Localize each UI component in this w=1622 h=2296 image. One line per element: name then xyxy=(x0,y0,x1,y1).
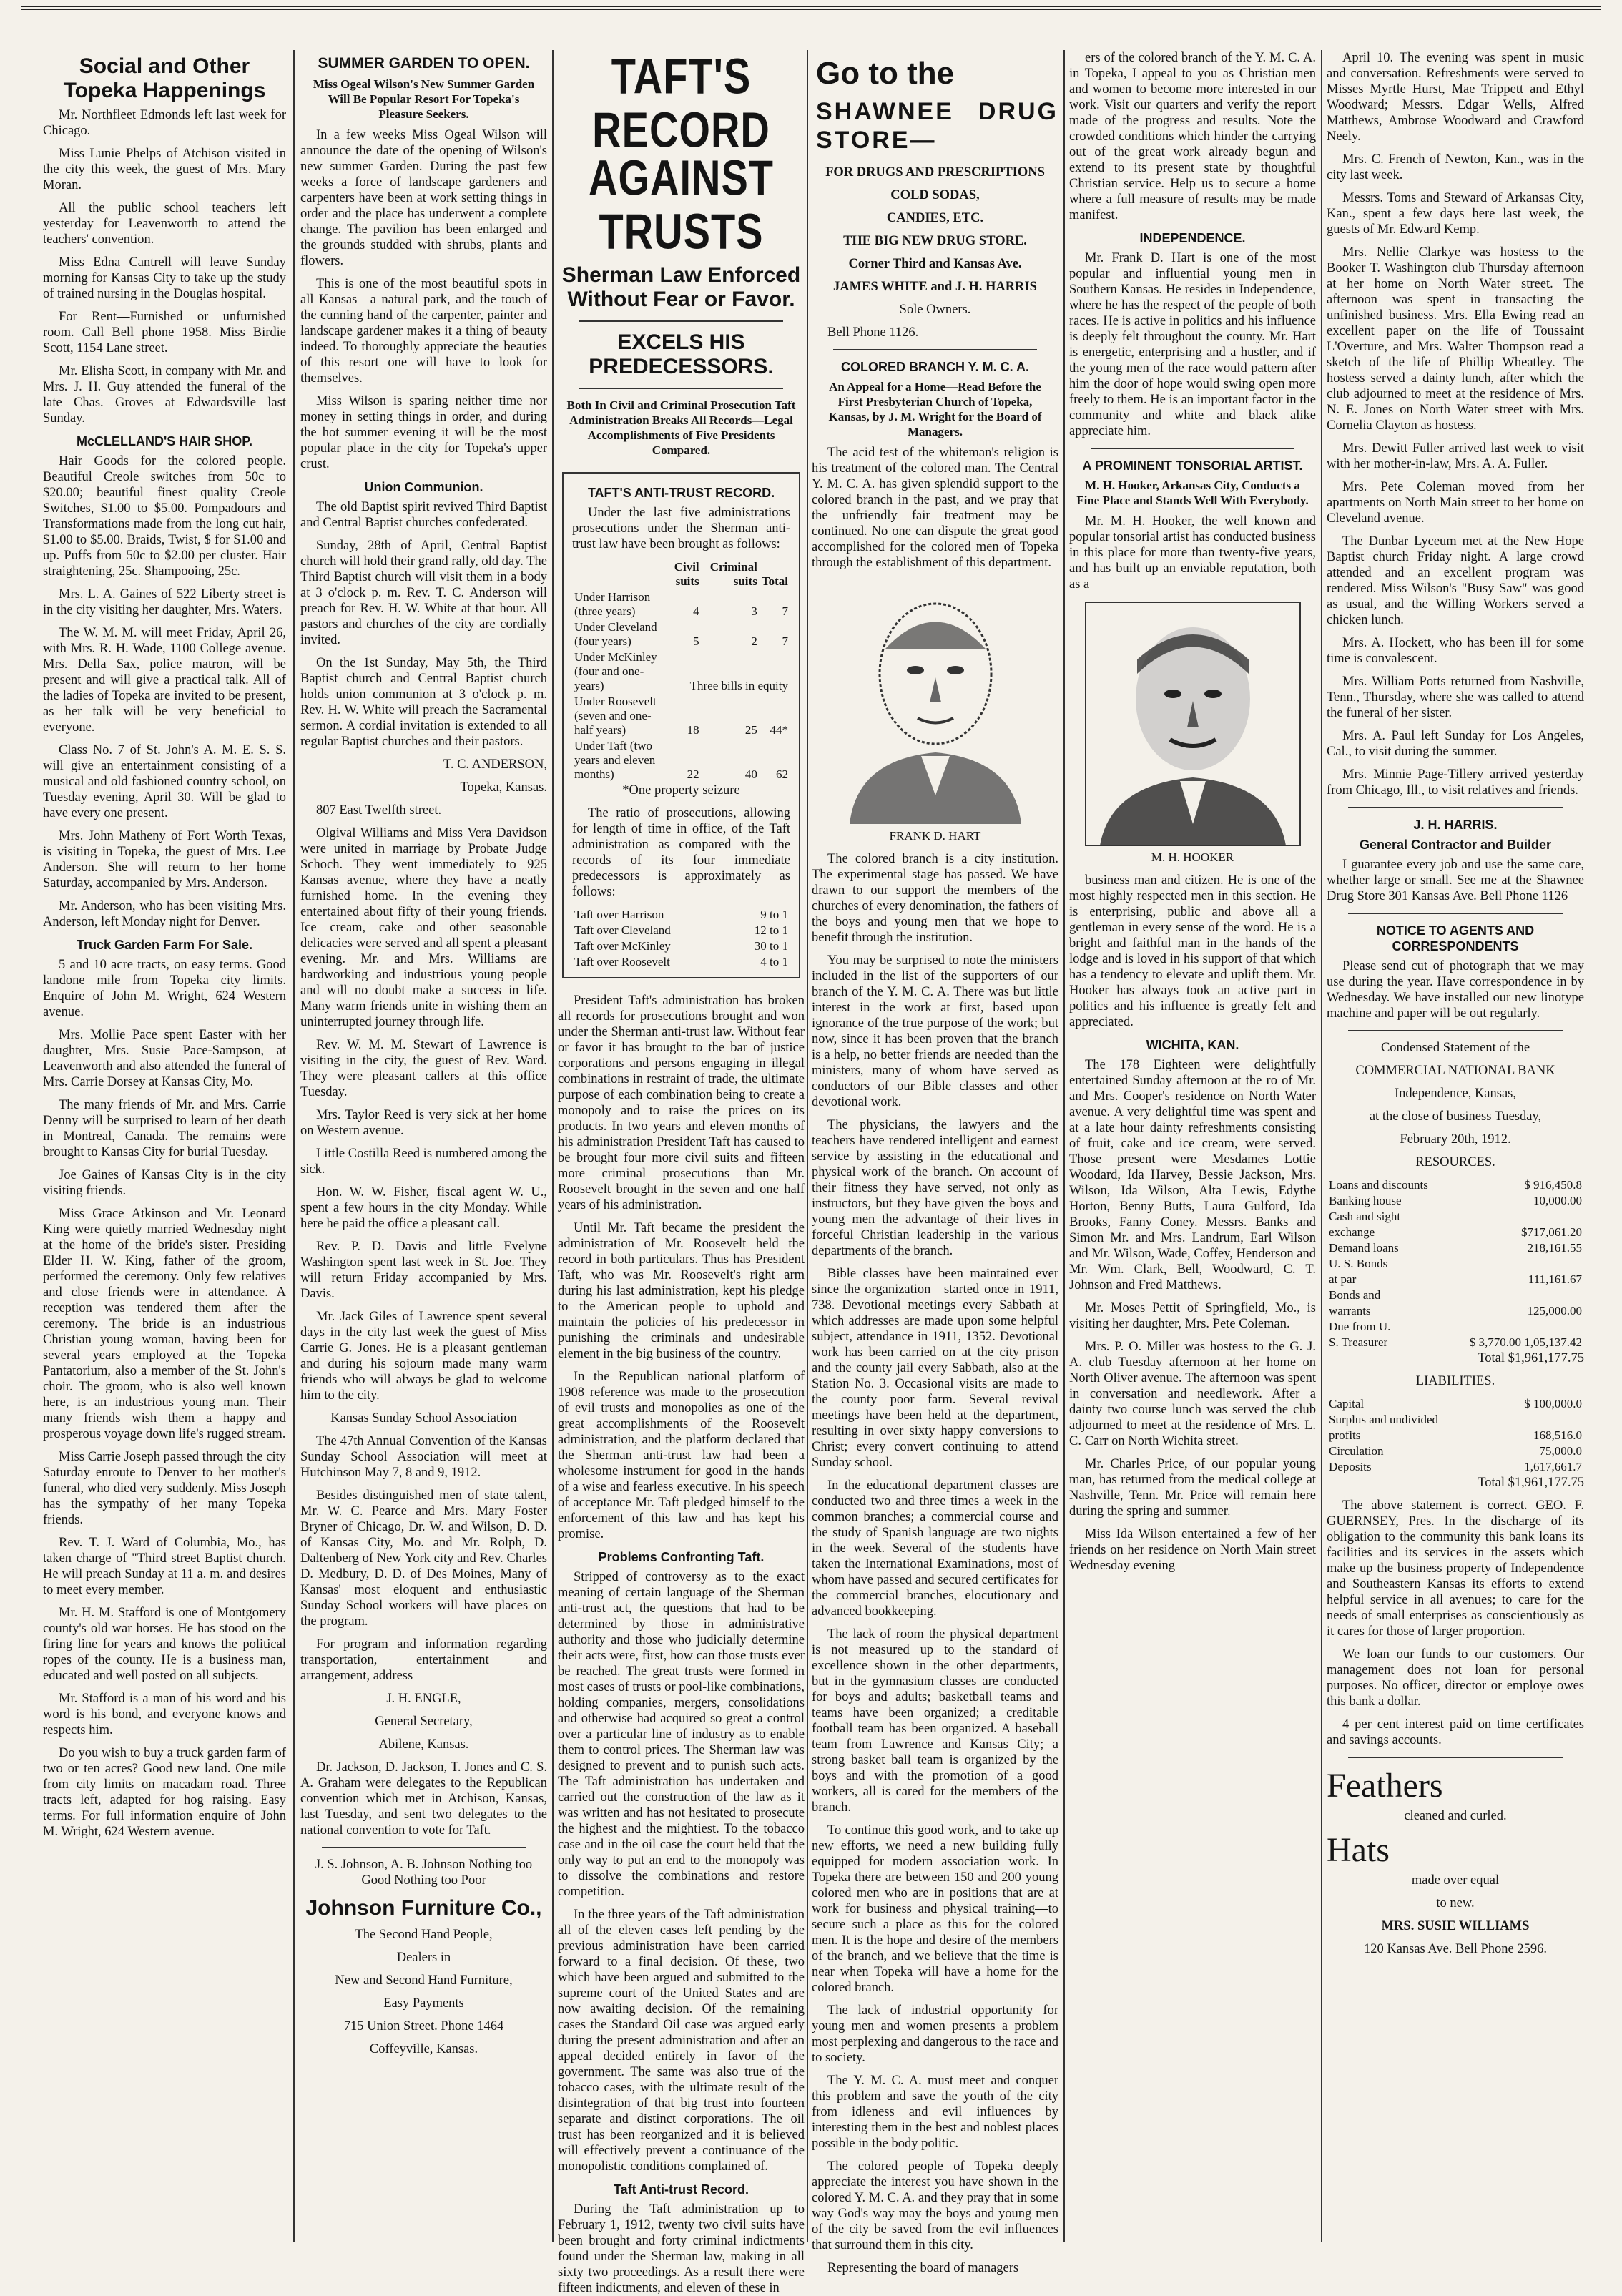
paragraph: The lack of room the physical department is not measured up to the standard of excellence shown in the other departments, but in the gymnasium classes are conducted for boys and adults; basketball teams and teams have been organized; a creditable football team has been organized. A baseball team from Lawrence and Kansas City; a strong basket ball team is organized by the boys and with the promotion of a good workers, all is cared for the members of the branch. xyxy=(812,1627,1058,1815)
paragraph: In the Republican national platform of 1908 reference was made to the prosecution of evil trusts and monopolies as one of the great accomplishments of the Roosevelt administration, and the platform declared that the Sherman anti-trust law had been a wholesome instrument for good in the hands of a wise and fearless executive. In his speech of acceptance Mr. Taft pledged himself to the enforcement of this law and has kept his promise. xyxy=(558,1370,805,1541)
table-cell xyxy=(1447,1256,1584,1272)
item: Do you wish to buy a truck garden farm of two or ten acres? Good new land. One mile from city limits on macadam road. Three tracts left, adapted for hog raising. Easy terms. For full information enquire of John M. Wright, 624 Western avenue. xyxy=(43,1746,286,1839)
notice-headline: NOTICE TO AGENTS AND CORRESPONDENTS xyxy=(1376,923,1535,953)
bank-name: COMMERCIAL NATIONAL BANK xyxy=(1355,1064,1555,1078)
bank-resources-head: RESOURCES. xyxy=(1415,1155,1495,1169)
johnson-line: Easy Payments xyxy=(383,1996,464,2011)
table-cell xyxy=(1447,1209,1584,1225)
separator xyxy=(1348,1757,1563,1758)
table-cell: Taft over Cleveland xyxy=(574,923,671,937)
paragraph: 4 per cent interest paid on time certificates and savings accounts. xyxy=(1327,1717,1584,1747)
table-cell: 10,000.00 xyxy=(1533,1194,1582,1207)
paragraph: Dr. Jackson, D. Jackson, T. Jones and C. S. A. Graham were delegates to the Republican convention which met in Atchison, Kansas, last Tuesday, and sent two delegates to the national convention to vote for Taft. xyxy=(300,1760,547,1838)
table-row xyxy=(572,649,790,694)
truck-farm-headline: Truck Garden Farm For Sale. xyxy=(76,938,253,952)
table-cell: 4 to 1 xyxy=(760,955,788,968)
johnson-line: Coffeyville, Kansas. xyxy=(369,2042,478,2056)
table-cell: Demand loans xyxy=(1329,1241,1399,1255)
table-cell: 3 xyxy=(751,604,757,618)
column-4 xyxy=(812,50,1058,2275)
paragraph: Miss Ida Wilson entertained a few of her friends on her residence on North Main street Wednesday evening xyxy=(1069,1527,1316,1573)
table-cell: 40 xyxy=(744,767,757,781)
drug-ad-store: SHAWNEE DRUG STORE— xyxy=(816,98,1058,154)
table-row xyxy=(1327,1412,1584,1428)
paragraph: For program and information regarding transportation, entertainment and arrangement, address xyxy=(300,1637,547,1683)
separator xyxy=(1348,913,1563,914)
table-cell: Deposits xyxy=(1329,1460,1372,1473)
paragraph: President Taft's administration has broken all records for prosecutions brought and won under the Sherman anti-trust law. Without fear or favor it has brought to the bar of justice corporations and persons engaging in illegal combinations in restraint of trade, the ultimate purpose of each combination being to create a monopoly and to raise the prices on its products. In two years and eleven months of his administration President Taft has caused to be brought four more civil suits and fifteen more criminal prosecutions than Mr. Roosevelt brought in the seven and one half years of his administration. xyxy=(558,994,805,1212)
table-cell: Taft over Harrison xyxy=(574,908,664,921)
liabilities-table xyxy=(1327,1396,1584,1475)
paragraph: Mrs. Taylor Reed is very sick at her home on Western avenue. xyxy=(300,1108,547,1138)
paragraph: The colored people of Topeka deeply appreciate the interest you have shown in the colored Y. M. C. A. and they pray that in some way God's way may the boys and young men of the city be saved from the evil influences that surround them in this city. xyxy=(812,2159,1058,2252)
table-row xyxy=(1327,1272,1584,1287)
table-cell: 125,000.00 xyxy=(1527,1304,1582,1318)
susie-williams-address: 120 Kansas Ave. Bell Phone 2596. xyxy=(1363,1942,1548,1956)
paragraph: The 178 Eighteen were delightfully entertained Sunday afternoon at the ro of Mr. and Mrs. Cooper's residence on North Water avenue. A very delightful time was spent and at a late hour dainty refreshments consisting of fruit, cake and ice cream, were served. Those present were Mesdames Lottie Woodard, Ida Harvey, Bessie Jackson, Mrs. Wilson, Ida Wilson, Alta Lewis, Edythe Horton, Benny Butts, Laura Gulford, Ida Brooks, Fanny Coney. Messrs. Banks and Simon Mr. and Mrs. Landrum, Earl Wilson and Mr. Wilson, Wade, Coffey, Henderson and Mr. Wm. Clark, Bell, Woodward, C. T. Johnson and Fred Matthews. xyxy=(1069,1058,1316,1292)
johnson-furniture-name: Johnson Furniture Co., xyxy=(305,1896,542,1920)
drug-ad-line: FOR DRUGS AND PRESCRIPTIONS xyxy=(825,165,1045,180)
table-cell: 18 xyxy=(687,723,699,737)
summer-garden-subhead: Miss Ogeal Wilson's New Summer Garden Will Be Popular Resort For Topeka's Pleasure Seekers. xyxy=(313,77,535,121)
resources-total: Total $1,961,177.75 xyxy=(1478,1351,1584,1365)
item: Mr. Northfleet Edmonds left last week for Chicago. xyxy=(43,108,286,138)
drug-ad-line: Corner Third and Kansas Ave. xyxy=(848,257,1022,271)
table-cell: 2 xyxy=(751,634,757,648)
table-cell: Due from U. xyxy=(1329,1320,1391,1333)
table-row xyxy=(1327,1177,1584,1193)
table-cell: 12 to 1 xyxy=(754,923,788,937)
paragraph: Mr. Moses Pettit of Springfield, Mo., is visiting her daughter, Mrs. Pete Coleman. xyxy=(1069,1301,1316,1331)
table-row xyxy=(1327,1319,1584,1335)
taft-masthead-line2: AGAINST TRUSTS xyxy=(589,149,774,260)
hats-ad-line: to new. xyxy=(1436,1896,1475,1910)
separator xyxy=(833,349,1037,350)
paragraph: Mrs. William Potts returned from Nashville, Tenn., Thursday, where she was called to attend the funeral of her sister. xyxy=(1327,674,1584,720)
table-cell: Banking house xyxy=(1329,1194,1402,1207)
table-cell: S. Treasurer xyxy=(1329,1335,1388,1349)
table-cell: $ 3,770.00 1,05,137.42 xyxy=(1469,1335,1582,1349)
taft-masthead-line1: TAFT'S RECORD xyxy=(592,47,770,158)
paragraph: To continue this good work, and to take up new efforts, we need a new building fully equipped for modern association work. In Topeka there are between 150 and 200 young colored men who are in positions that are at work for business and physical training—to secure such a place as this for the colored men. It is the hope and desire of the members of the branch, and we believe that the time is near when Topeka will have a home for the colored branch. xyxy=(812,1823,1058,1995)
paragraph: The Y. M. C. A. must meet and conquer this problem and save the youth of the city from idleness and evil influences by interesting them in the best and noblest places possible in the body politic. xyxy=(812,2074,1058,2151)
column-divider xyxy=(1321,50,1322,2242)
item: Miss Grace Atkinson and Mr. Leonard King were quietly married Wednesday night at the home of the bride's sister. Presiding Elder H. W. King, father of the groom, performed the ceremony. Only few relatives and close friends were in attendance. A reception was tendered them after the ceremony. The bride is an industrious Christian young woman, having been for several years employed at the Topeka Pantatorium, also a member of the St. John's choir. The groom, who is also well known here, is an industrious young man. Their many friends wish them a happy and prosperous voyage down life's rugged stream. xyxy=(43,1207,286,1441)
taft-deck-3: Both In Civil and Criminal Prosecution Taft Administration Breaks All Records—Legal Accomplishments of Five Presidents Compared. xyxy=(566,398,796,457)
paragraph: Stripped of controversy as to the exact meaning of certain language of the Sherman anti-trust act, the questions that had to be determined by those in administrative authority and those who judicially determine their acts were, first, how can those trusts ever be reached. The great trusts were formed in most cases of trusts or pool-like combinations, holding companies, mergers, consolidations and otherwise had acquired so great a control over a particular line of industry as to enable them to control prices. The Sherman law was designed to prevent and to punish such acts. The Taft administration has undertaken and carried out the construction of the law as it was written and has not hesitated to prosecute the highest and the mightiest. To the tobacco case and in the oil case the court held that the only way to put an end to the monopoly was to dissolve the combinations and restore competition. xyxy=(558,1570,805,1899)
table-row xyxy=(1327,1459,1584,1475)
table-cell: Surplus and undivided xyxy=(1329,1413,1438,1426)
drug-ad-phone: Bell Phone 1126. xyxy=(827,325,919,340)
item: Rev. T. J. Ward of Columbia, Mo., has taken charge of "Third street Baptist church. He will preach Sunday at 11 a. m. and desires to meet every member. xyxy=(43,1536,286,1597)
table-cell: Under McKinley (four and one-years) xyxy=(574,650,657,692)
item: For Rent—Furnished or unfurnished room. Call Bell phone 1958. Miss Birdie Scott, 1154 Lane street. xyxy=(43,310,286,355)
address: 807 East Twelfth street. xyxy=(316,803,442,818)
table-cell: 62 xyxy=(776,767,788,781)
table-cell: 7 xyxy=(782,634,788,648)
anti-trust-record-box xyxy=(562,472,800,978)
separator xyxy=(1348,807,1563,808)
separator xyxy=(322,1847,526,1848)
liabilities-total: Total $1,961,177.75 xyxy=(1478,1476,1584,1490)
summer-garden-headline: SUMMER GARDEN TO OPEN. xyxy=(318,55,530,72)
item: Mr. Elisha Scott, in company with Mr. and Mrs. J. H. Guy attended the funeral of the late Chas. Groves at Edwardsville last Sunday. xyxy=(43,364,286,426)
wichita-headline: WICHITA, KAN. xyxy=(1146,1038,1239,1052)
item: Miss Edna Cantrell will leave Sunday morning for Kansas City to take up the study of trained nursing in the Douglas hospital. xyxy=(43,255,286,301)
column-divider xyxy=(293,50,295,2242)
paragraph: Mr. Jack Giles of Lawrence spent several days in the city last week the guest of Miss Carrie G. Jones. He is a pleasant gentleman and during his sojourn made many warm friends who will always be glad to welcome him to the city. xyxy=(300,1310,547,1403)
bank-line: February 20th, 1912. xyxy=(1400,1132,1511,1147)
item: The W. M. M. will meet Friday, April 26, with Mrs. R. H. Wade, 1100 College avenue. Mrs. Della Sax, police matron, will be present and will give a practical talk. All of the ladies of Topeka are invited to be present, as her talk will be very beneficial to everyone. xyxy=(43,626,286,735)
table-cell: 25 xyxy=(744,723,757,737)
record-headline: Taft Anti-trust Record. xyxy=(614,2182,749,2197)
table-row xyxy=(572,923,790,938)
paragraph: business man and citizen. He is one of the most highly respected men in this section. He is enterprising, public and above all a gentleman in every sense of the word. He is a bright and faithful man in the hands of the lodge and is loved in his support of that which has a tendency to elevate and uplift them. Mr. Hooker has always took an active part in politics and his influence is greatly felt and appreciated. xyxy=(1069,873,1316,1029)
table-cell xyxy=(1447,1287,1584,1303)
table-cell: at par xyxy=(1329,1272,1357,1286)
table-row xyxy=(1327,1428,1584,1443)
liabilities-head: LIABILITIES. xyxy=(1415,1374,1495,1388)
harris-title: General Contractor and Builder xyxy=(1359,838,1552,852)
table-cell: 22 xyxy=(687,767,699,781)
union-communion-headline: Union Communion. xyxy=(364,480,483,494)
paragraph: Until Mr. Taft became the president the administration of Mr. Roosevelt held the record in both particulars. Thus has President Taft, who was Mr. Roosevelt's right arm during his last administration, kept his pledge to the American people to uphold and maintain the policies of his predecessor in punishing the criminals and undesirable element in the big business of the country. xyxy=(558,1221,805,1361)
table-cell: profits xyxy=(1329,1428,1361,1442)
table-row xyxy=(1327,1256,1584,1272)
ymca-headline: COLORED BRANCH Y. M. C. A. xyxy=(840,360,1029,374)
table-cell: 168,516.0 xyxy=(1533,1428,1582,1442)
paragraph: Messrs. Toms and Steward of Arkansas City, Kan., spent a few days here last week, the guests of Mr. Edward Kemp. xyxy=(1327,191,1584,237)
paragraph: Mr. Frank D. Hart is one of the most popular and influential young men in Southern Kansas. He resides in Independence, where he has the respect of the people of both races. He is active in politics and his influence is deeply felt throughout the county. Mr. Hart is energetic, enterprising and a hustler, and if the young men of the race would pattern after him the door of hope would swing open more freely to them. He is an important factor in the community and white and black alike appreciate him. xyxy=(1069,251,1316,438)
signature-place: Topeka, Kansas. xyxy=(460,780,547,795)
paragraph: Sunday, 28th of April, Central Baptist church will hold their grand rally, old day. The Third Baptist church will visit them in a body at 3 o'clock p. m. Rev. T. C. Anderson will preach for Rev. H. W. White at that hour. All pastors and churches of the city are cordially invited. xyxy=(300,539,547,647)
table-cell: Loans and discounts xyxy=(1329,1178,1428,1192)
table-row xyxy=(1327,1303,1584,1319)
johnson-line: New and Second Hand Furniture, xyxy=(335,1973,513,1988)
hats-ad-title: Hats xyxy=(1327,1831,1390,1869)
paragraph: We loan our funds to our customers. Our management does not loan for personal purposes. No officer, director or employe owes this bank a dollar. xyxy=(1327,1647,1584,1709)
table-header-cell: Criminal suits xyxy=(709,560,757,588)
table-cell: 7 xyxy=(782,604,788,618)
table-row xyxy=(1327,1287,1584,1303)
column-3 xyxy=(558,47,805,2295)
paragraph: The physicians, the lawyers and the teachers have rendered intelligent and earnest service by assisting in the educational and physical work of the branch. On account of their fitness they have served, not only as instructors, but they have given the boys and young men the advantage of their lives in forceful Christian leadership in the various departments of the branch. xyxy=(812,1118,1058,1258)
paragraph: Representing the board of managers xyxy=(827,2261,1019,2275)
paragraph: The old Baptist spirit revived Third Baptist and Central Baptist churches confederated. xyxy=(300,500,547,530)
table-cell: 5 xyxy=(693,634,699,648)
drug-ad-title: Go to the xyxy=(816,56,955,91)
item: Joe Gaines of Kansas City is in the city visiting friends. xyxy=(43,1168,286,1198)
paragraph: The Dunbar Lyceum met at the New Hope Baptist church Friday night. A large crowd attended and an excellent program was rendered. Miss Wilson's "Busy Saw" was good as usual, and the Willing Workers served a chicken lunch. xyxy=(1327,534,1584,627)
table-cell: 75,000.0 xyxy=(1539,1444,1582,1458)
box-ratio: The ratio of prosecutions, allowing for length of time in office, of the Taft administration as compared with the records of its four immediate predecessors is approximately as follows: xyxy=(572,806,790,899)
table-cell: U. S. Bonds xyxy=(1329,1257,1388,1270)
paragraph: Mr. M. H. Hooker, the well known and popular tonsorial artist has conducted business in this place for more than twenty-five years, and has built up an enviable reputation, both as a xyxy=(1069,514,1316,592)
truck-farm-ad: 5 and 10 acre tracts, on easy terms. Good landone mile from Topeka city limits. Enquire of John M. Wright, 624 Western avenue. xyxy=(43,958,286,1019)
paragraph: Mr. Charles Price, of our popular young man, has returned from the medical college at Nashville, Tenn. Mr. Price will remain here during the spring and summer. xyxy=(1069,1457,1316,1519)
drug-ad-line: COLD SODAS, xyxy=(890,188,980,202)
paragraph: Mrs. C. French of Newton, Kan., was in the city last week. xyxy=(1327,152,1584,182)
table-row xyxy=(572,938,790,954)
frank-hart-portrait xyxy=(828,581,1043,824)
table-row xyxy=(572,589,790,619)
table-cell: 44* xyxy=(770,723,788,737)
table-cell: 9 to 1 xyxy=(760,908,788,921)
harris-name: J. H. HARRIS. xyxy=(1413,818,1498,832)
column-6 xyxy=(1327,50,1584,2242)
paragraph: Olgival Williams and Miss Vera Davidson were united in marriage by Probate Judge Schoch. They went immediately to 925 Kansas avenue, where they have a neatly furnished home. In the evening they entertained about fifty of their young friends. Ice cream, cake and other seasonable delicacies were served and all spent a pleasant evening. Mr. and Mrs. Williams are hardworking and industrious young people and will no doubt make a success in life. Many warm friends unite in wishing them an uninterrupted journey through life. xyxy=(300,826,547,1029)
separator xyxy=(1348,1030,1563,1031)
hair-shop-ad: Hair Goods for the colored people. Beautiful Creole switches from 50c to $20.00; beautiful finest quality Creole Switches, $1.00 to $5.00. Pompadours and Transformations made from the long cut hair, $1.00 to $5.00. Braids, Twist, $ for $1.00 and up. Puffs from 50c to $2.00 per cluster. Hair straightening, 25c. Shampooing, 25c. xyxy=(43,454,286,579)
box-intro: Under the last five administrations prosecutions under the Sherman anti-trust law have been brought as follows: xyxy=(572,506,790,551)
table-cell: 1,617,661.7 xyxy=(1524,1460,1582,1473)
paragraph: On the 1st Sunday, May 5th, the Third Baptist church and Central Baptist church holds union communion at 3 o'clock p. m. Rev. H. W. White will preach the Sacramental sermon. A cordial invitation is extended to all regular Baptist churches and their pastors. xyxy=(300,656,547,749)
table-row xyxy=(572,694,790,738)
table-cell: warrants xyxy=(1329,1304,1371,1318)
paragraph: You may be surprised to note the ministers included in the list of the supporters of our branch of the Y. M. C. A. There was but little interest in the work at first, based upon ignorance of the true purpose of the work; but now, since it has been proven that the branch is a help, no better friends are needed than the ministers, many of whom have served as conductors of our Bible classes and other devotional work. xyxy=(812,953,1058,1109)
paragraph: Mrs. P. O. Miller was hostess to the G. J. A. club Tuesday afternoon at her home on North Oliver avenue. The afternoon was spent in conversation and needlework. After a dainty two course lunch was served the club adjourned to meet at the residence of Mrs. L. C. Carr on North Wichita street. xyxy=(1069,1340,1316,1448)
tonsorial-subhead: M. H. Hooker, Arkansas City, Conducts a Fine Place and Stands Well With Everybody. xyxy=(1076,479,1309,507)
table-row xyxy=(1327,1240,1584,1256)
table-cell: Circulation xyxy=(1329,1444,1384,1458)
bank-line: at the close of business Tuesday, xyxy=(1369,1109,1542,1124)
signature-place: Abilene, Kansas. xyxy=(378,1737,469,1752)
column-divider xyxy=(807,50,808,2242)
table-row xyxy=(1327,1225,1584,1240)
table-header-cell: Civil suits xyxy=(674,560,699,588)
table-cell: 30 to 1 xyxy=(754,939,788,953)
signature: J. H. ENGLE, xyxy=(386,1692,461,1706)
table-cell xyxy=(1447,1319,1584,1335)
table-cell: Taft over McKinley xyxy=(574,939,671,953)
hooker-portrait xyxy=(1086,602,1300,845)
item: All the public school teachers left yesterday for Leavenworth to attend the teachers' convention. xyxy=(43,201,286,247)
table-cell: Under Cleveland (four years) xyxy=(574,620,657,648)
table-row xyxy=(572,738,790,782)
table-cell: Under Harrison (three years) xyxy=(574,590,651,618)
paragraph: This is one of the most beautiful spots in all Kansas—a natural park, and the touch of the cunning hand of the carpenter, painter and landscape gardener makes it a thing of beauty indeed. To thoroughly appreciate the beauties of this resort one will have to look for themselves. xyxy=(300,277,547,386)
table-row xyxy=(572,954,790,970)
item: Mrs. John Matheny of Fort Worth Texas, is visiting in Topeka, the guest of Mrs. Lee Anderson. She will return to her home Saturday, accompanied by Mrs. Anderson. xyxy=(43,829,286,891)
signature-title: General Secretary, xyxy=(375,1714,473,1729)
paragraph: Miss Wilson is sparing neither time nor money in setting things in order, and during the hot summer evening it will be the most popular place in the city for Topeka's upper crust. xyxy=(300,394,547,471)
table-row xyxy=(1327,1193,1584,1209)
table-row xyxy=(1327,1396,1584,1412)
table-cell: Capital xyxy=(1329,1397,1365,1411)
paragraph: Hon. W. W. Fisher, fiscal agent W. U., spent a few hours in the city Monday. While here he paid the office a pleasant call. xyxy=(300,1185,547,1231)
taft-deck-2: EXCELS HIS PREDECESSORS. xyxy=(589,330,774,378)
paragraph: Mrs. A. Hockett, who has been ill for some time is convalescent. xyxy=(1327,636,1584,666)
item: Mrs. L. A. Gaines of 522 Liberty street is in the city visiting her daughter, Mrs. Waters. xyxy=(43,587,286,617)
paragraph: Rev. W. M. M. Stewart of Lawrence is visiting in the city, the guest of Rev. Ward. They were pleasant callers at this office Tuesday. xyxy=(300,1038,547,1099)
item: Mr. H. M. Stafford is one of Montgomery county's old war horses. He has stood on the firing line for years and knows the political ropes of the county. He is a business man, educated and well posted on all subjects. xyxy=(43,1606,286,1683)
paragraph: Bible classes have been maintained ever since the organization—started once in 1911, 738. Devotional meetings every Sabbath at which addresses are made upon some helpful subject, attendance in 1911, 1352. Devotional work has been carried on at the city prison and the county jail every Sabbath, also at the Station No. 3. Occasional visits are made to the county poor farm. Several revival meetings have been held at the department, resulting in over sixty happy conversions to Christ; every convert continuing to attend Sunday school. xyxy=(812,1267,1058,1470)
table-cell: Bonds and xyxy=(1329,1288,1381,1302)
column-1 xyxy=(43,50,286,2242)
table-header xyxy=(572,559,790,589)
column-5 xyxy=(1069,50,1316,2242)
hair-shop-headline: McCLELLAND'S HAIR SHOP. xyxy=(77,434,252,448)
drug-ad-line: THE BIG NEW DRUG STORE. xyxy=(843,234,1027,248)
anti-trust-table xyxy=(572,559,790,782)
table-row xyxy=(1327,1443,1584,1459)
hats-ad-line: made over equal xyxy=(1411,1873,1500,1888)
table-cell: $ 916,450.8 xyxy=(1524,1178,1582,1192)
column-2 xyxy=(300,50,547,2242)
item: Miss Lunie Phelps of Atchison visited in the city this week, the guest of Mrs. Mary Moran. xyxy=(43,147,286,192)
table-cell: 4 xyxy=(693,604,699,618)
feathers-ad-title: Feathers xyxy=(1327,1767,1443,1805)
column-divider xyxy=(552,50,554,2242)
portrait-caption: FRANK D. HART xyxy=(889,829,981,843)
paragraph: The above statement is correct. GEO. F. GUERNSEY, Pres. In the discharge of its obligation to the community this bank loans its facilities and its services in the assets which make up the business property of Independence and Southeastern Kansas its efforts to extend helpful service in all avenues; to care for the needs of small enterprises as conscientiously as it cares for those of larger proportion. xyxy=(1327,1498,1584,1639)
harris-text: I guarantee every job and use the same care, whether large or small. See me at the Shawnee Drug Store 301 Kansas Ave. Bell Phone 1126 xyxy=(1327,858,1584,903)
paragraph: Little Costilla Reed is numbered among the sick. xyxy=(300,1147,547,1177)
johnson-owners: J. S. Johnson, A. B. Johnson Nothing too Good Nothing too Poor xyxy=(315,1858,533,1888)
feathers-ad-line: cleaned and curled. xyxy=(1404,1809,1507,1823)
signature: T. C. ANDERSON, xyxy=(443,757,547,772)
bank-line: Condensed Statement of the xyxy=(1380,1041,1530,1055)
table-row xyxy=(572,907,790,923)
paragraph: Mrs. A. Paul left Sunday for Los Angeles, Cal., to visit during the summer. xyxy=(1327,729,1584,759)
johnson-line: 715 Union Street. Phone 1464 xyxy=(343,2019,504,2033)
table-cell: 111,161.67 xyxy=(1528,1272,1582,1286)
paragraph: Rev. P. D. Davis and little Evelyne Washington spent last week in St. Joe. They will return Friday accompanied by Mrs. Davis. xyxy=(300,1240,547,1301)
notice-text: Please send cut of photograph that we may use during the year. Have correspondence in by Wednesday. We have installed our new linotype machine and paper will be out regularly. xyxy=(1327,959,1584,1021)
sunday-school-headline: Kansas Sunday School Association xyxy=(330,1411,517,1426)
table-header-cell xyxy=(572,559,666,589)
table-row xyxy=(1327,1209,1584,1225)
paragraph: Mrs. Nellie Clarkye was hostess to the Booker T. Washington club Thursday afternoon at her home on North Water street. The afternoon was spent in transacting the unfinished business. Mrs. Ella Ewing read an excellent paper on the life of Toussaint L'Overture, and Mrs. Walter Thompson read a sketch of the life of Phillip Wheatley. The hostess served a dainty lunch, after which the club adjourned to meet at the residence of Mrs. N. E. Jones on North Water street with Mrs. Cornelia Clayton as hostess. xyxy=(1327,245,1584,433)
ratio-table xyxy=(572,907,790,970)
table-cell xyxy=(1493,1412,1584,1428)
item: Mr. Anderson, who has been visiting Mrs. Anderson, left Monday night for Denver. xyxy=(43,899,286,929)
paragraph: The acid test of the whiteman's religion is his treatment of the colored man. The Central Y. M. C. A. has given splendid support to the colored branch in the past, and we pray that the unfriendly fair treatment may be continued. No one can dispute the great good accomplished for the colored men of Topeka through the establishment of this department. xyxy=(812,446,1058,570)
drug-ad-line: Sole Owners. xyxy=(899,303,971,317)
bank-line: Independence, Kansas, xyxy=(1394,1086,1517,1101)
separator xyxy=(1091,448,1294,449)
table-header-cell: Total xyxy=(761,574,788,588)
paragraph: During the Taft administration up to February 1, 1912, twenty two civil suits have been brought and forty criminal indictments found under the Sherman law, making in all sixty two proceedings. As a result there were fifteen indictments, and eleven of these in xyxy=(558,2202,805,2295)
problems-headline: Problems Confronting Taft. xyxy=(598,1550,765,1564)
table-cell: Cash and sight xyxy=(1329,1210,1401,1223)
table-cell: Three bills in equity xyxy=(689,679,788,692)
paragraph: ers of the colored branch of the Y. M. C. A. in Topeka, I appeal to you as Christian men and women to become more interested in our work. Visit our quarters and verify the report made of the progress and results. Note the crowded conditions which hinder the carrying out of the great work already begun and extend to its present state by thoughtful Christian service. Help us to secure a home where a full measure of results may be made manifest. xyxy=(1069,51,1316,222)
item: Class No. 7 of St. John's A. M. E. S. S. will give an entertainment consisting of a musical and old fashioned country school, on Tuesday evening, April 30. Will be glad to have every one present. xyxy=(43,743,286,820)
ymca-subhead: An Appeal for a Home—Read Before the First Presbyterian Church of Topeka, Kansas, by J. M. Wright for the Board of Managers. xyxy=(828,380,1042,438)
paragraph: The 47th Annual Convention of the Kansas Sunday School Association will meet at Hutchinson May 7, 8 and 9, 1912. xyxy=(300,1434,547,1480)
item: Miss Carrie Joseph passed through the city Saturday enroute to Denver to her mother's funeral, who died very suddenly. Miss Joseph has the sympathy of her many Topeka friends. xyxy=(43,1450,286,1527)
table-cell: $ 100,000.0 xyxy=(1524,1397,1582,1411)
paragraph: Mrs. Dewitt Fuller arrived last week to visit with her mother-in-law, Mrs. A. A. Fuller. xyxy=(1327,441,1584,471)
box-note: *One property seizure xyxy=(622,783,740,798)
paragraph: Besides distinguished men of state talent, Mr. W. C. Pearce and Mrs. Mary Foster Bryner of Chicago, Dr. W. and Wilson, D. D. of Kansas City, Mo. and Mr. Rolph, D. Daltenberg of New York city and Rev. Charles D. Medbury, D. D. of Des Moines, Many of Kansas' most eloquent and enthusiastic Sunday School workers will have places on the program. xyxy=(300,1488,547,1629)
item: The many friends of Mr. and Mrs. Carrie Denny will be surprised to learn of her death in Montreal, Canada. The remains were brought to Kansas City for burial Tuesday. xyxy=(43,1098,286,1159)
table-row xyxy=(572,619,790,649)
paragraph: April 10. The evening was spent in music and conversation. Refreshments were served to Misses Myrtle Hurst, Mae Trippett and Ethyl Woodward; Messrs. Edgar Wells, Alfred Matthews, Ambrose Woodward and Crawford Neely. xyxy=(1327,51,1584,144)
paragraph: In a few weeks Miss Ogeal Wilson will announce the date of the opening of Wilson's new summer Garden. During the past few weeks a force of landscape gardeners and carpenters have been at work setting things in order and the place has underwent a complete change. The pavilion has been enlarged and the grounds studded with shrubs, plants and flowers. xyxy=(300,128,547,268)
item: Mr. Stafford is a man of his word and his word is his bond, and everyone knows and respects him. xyxy=(43,1692,286,1737)
table-cell: Taft over Roosevelt xyxy=(574,955,670,968)
table-cell: 218,161.55 xyxy=(1527,1241,1582,1255)
table-row xyxy=(1327,1335,1584,1350)
drug-ad-line: JAMES WHITE and J. H. HARRIS xyxy=(833,280,1037,294)
table-cell: Under Taft (two years and eleven months) xyxy=(574,739,656,781)
paragraph: Mrs. Minnie Page-Tillery arrived yesterday from Chicago, Ill., to visit relatives and friends. xyxy=(1327,767,1584,798)
separator xyxy=(579,320,783,322)
column-divider xyxy=(1063,50,1065,2242)
resources-table xyxy=(1327,1177,1584,1350)
tonsorial-headline: A PROMINENT TONSORIAL ARTIST. xyxy=(1082,458,1303,473)
independence-headline: INDEPENDENCE. xyxy=(1139,231,1246,245)
top-rule xyxy=(21,6,1601,17)
johnson-line: Dealers in xyxy=(396,1951,451,1965)
paragraph: In the educational department classes are conducted two and three times a week in the common branches; a commercial course and the study of Spanish language are two nights in the week. Several of the students have taken the International Examinations, most of whom have passed and secured certificates for the commercial branches, elocutionary and advanced bookkeeping. xyxy=(812,1478,1058,1619)
separator xyxy=(579,388,783,389)
paragraph: Mrs. Pete Coleman moved from her apartments on North Main street to her home on Cleveland avenue. xyxy=(1327,480,1584,526)
paragraph: The colored branch is a city institution. The experimental stage has passed. We have drawn to our support the members of the churches of every denomination, the fathers of the boys and young men that we hope to benefit through the institution. xyxy=(812,852,1058,945)
table-cell: exchange xyxy=(1329,1225,1375,1239)
susie-williams-name: MRS. SUSIE WILLIAMS xyxy=(1381,1919,1530,1933)
johnson-line: The Second Hand People, xyxy=(355,1928,493,1942)
table-cell: $717,061.20 xyxy=(1521,1225,1582,1239)
box-headline: TAFT'S ANTI-TRUST RECORD. xyxy=(587,486,775,500)
paragraph: The lack of industrial opportunity for young men and women presents a problem most perplexing and dangerous to the race and to society. xyxy=(812,2003,1058,2065)
paragraph: In the three years of the Taft administration all of the eleven cases left pending by the previous administration have been carried forward to a final decision. Of these, two which have been argued and submitted to the supreme court of the United States and are now awaiting decision. Of the remaining cases the Standard Oil case was argued early during the present administration and after an appeal decided entirely in favor of the government. The same was also true of the tobacco cases, with the ultimate result of the disintegration of that big trust into fourteen separate and distinct corporations. The oil trust has been reorganized and it is believed will effectively prevent a continuance of the monopolistic conditions complained of. xyxy=(558,1908,805,2174)
taft-deck-1: Sherman Law Enforced Without Fear or Favor. xyxy=(561,263,801,311)
item: Mrs. Mollie Pace spent Easter with her daughter, Mrs. Susie Pace-Sampson, at Leavenworth and also attended the funeral of Mrs. Carrie Dorsey at Kansas City, Mo. xyxy=(43,1028,286,1089)
table-cell: Under Roosevelt (seven and one-half years) xyxy=(574,695,657,737)
portrait-caption: M. H. HOOKER xyxy=(1151,850,1234,864)
social-headline: Social and Other Topeka Happenings xyxy=(63,54,266,102)
drug-ad-line: CANDIES, ETC. xyxy=(886,211,984,225)
